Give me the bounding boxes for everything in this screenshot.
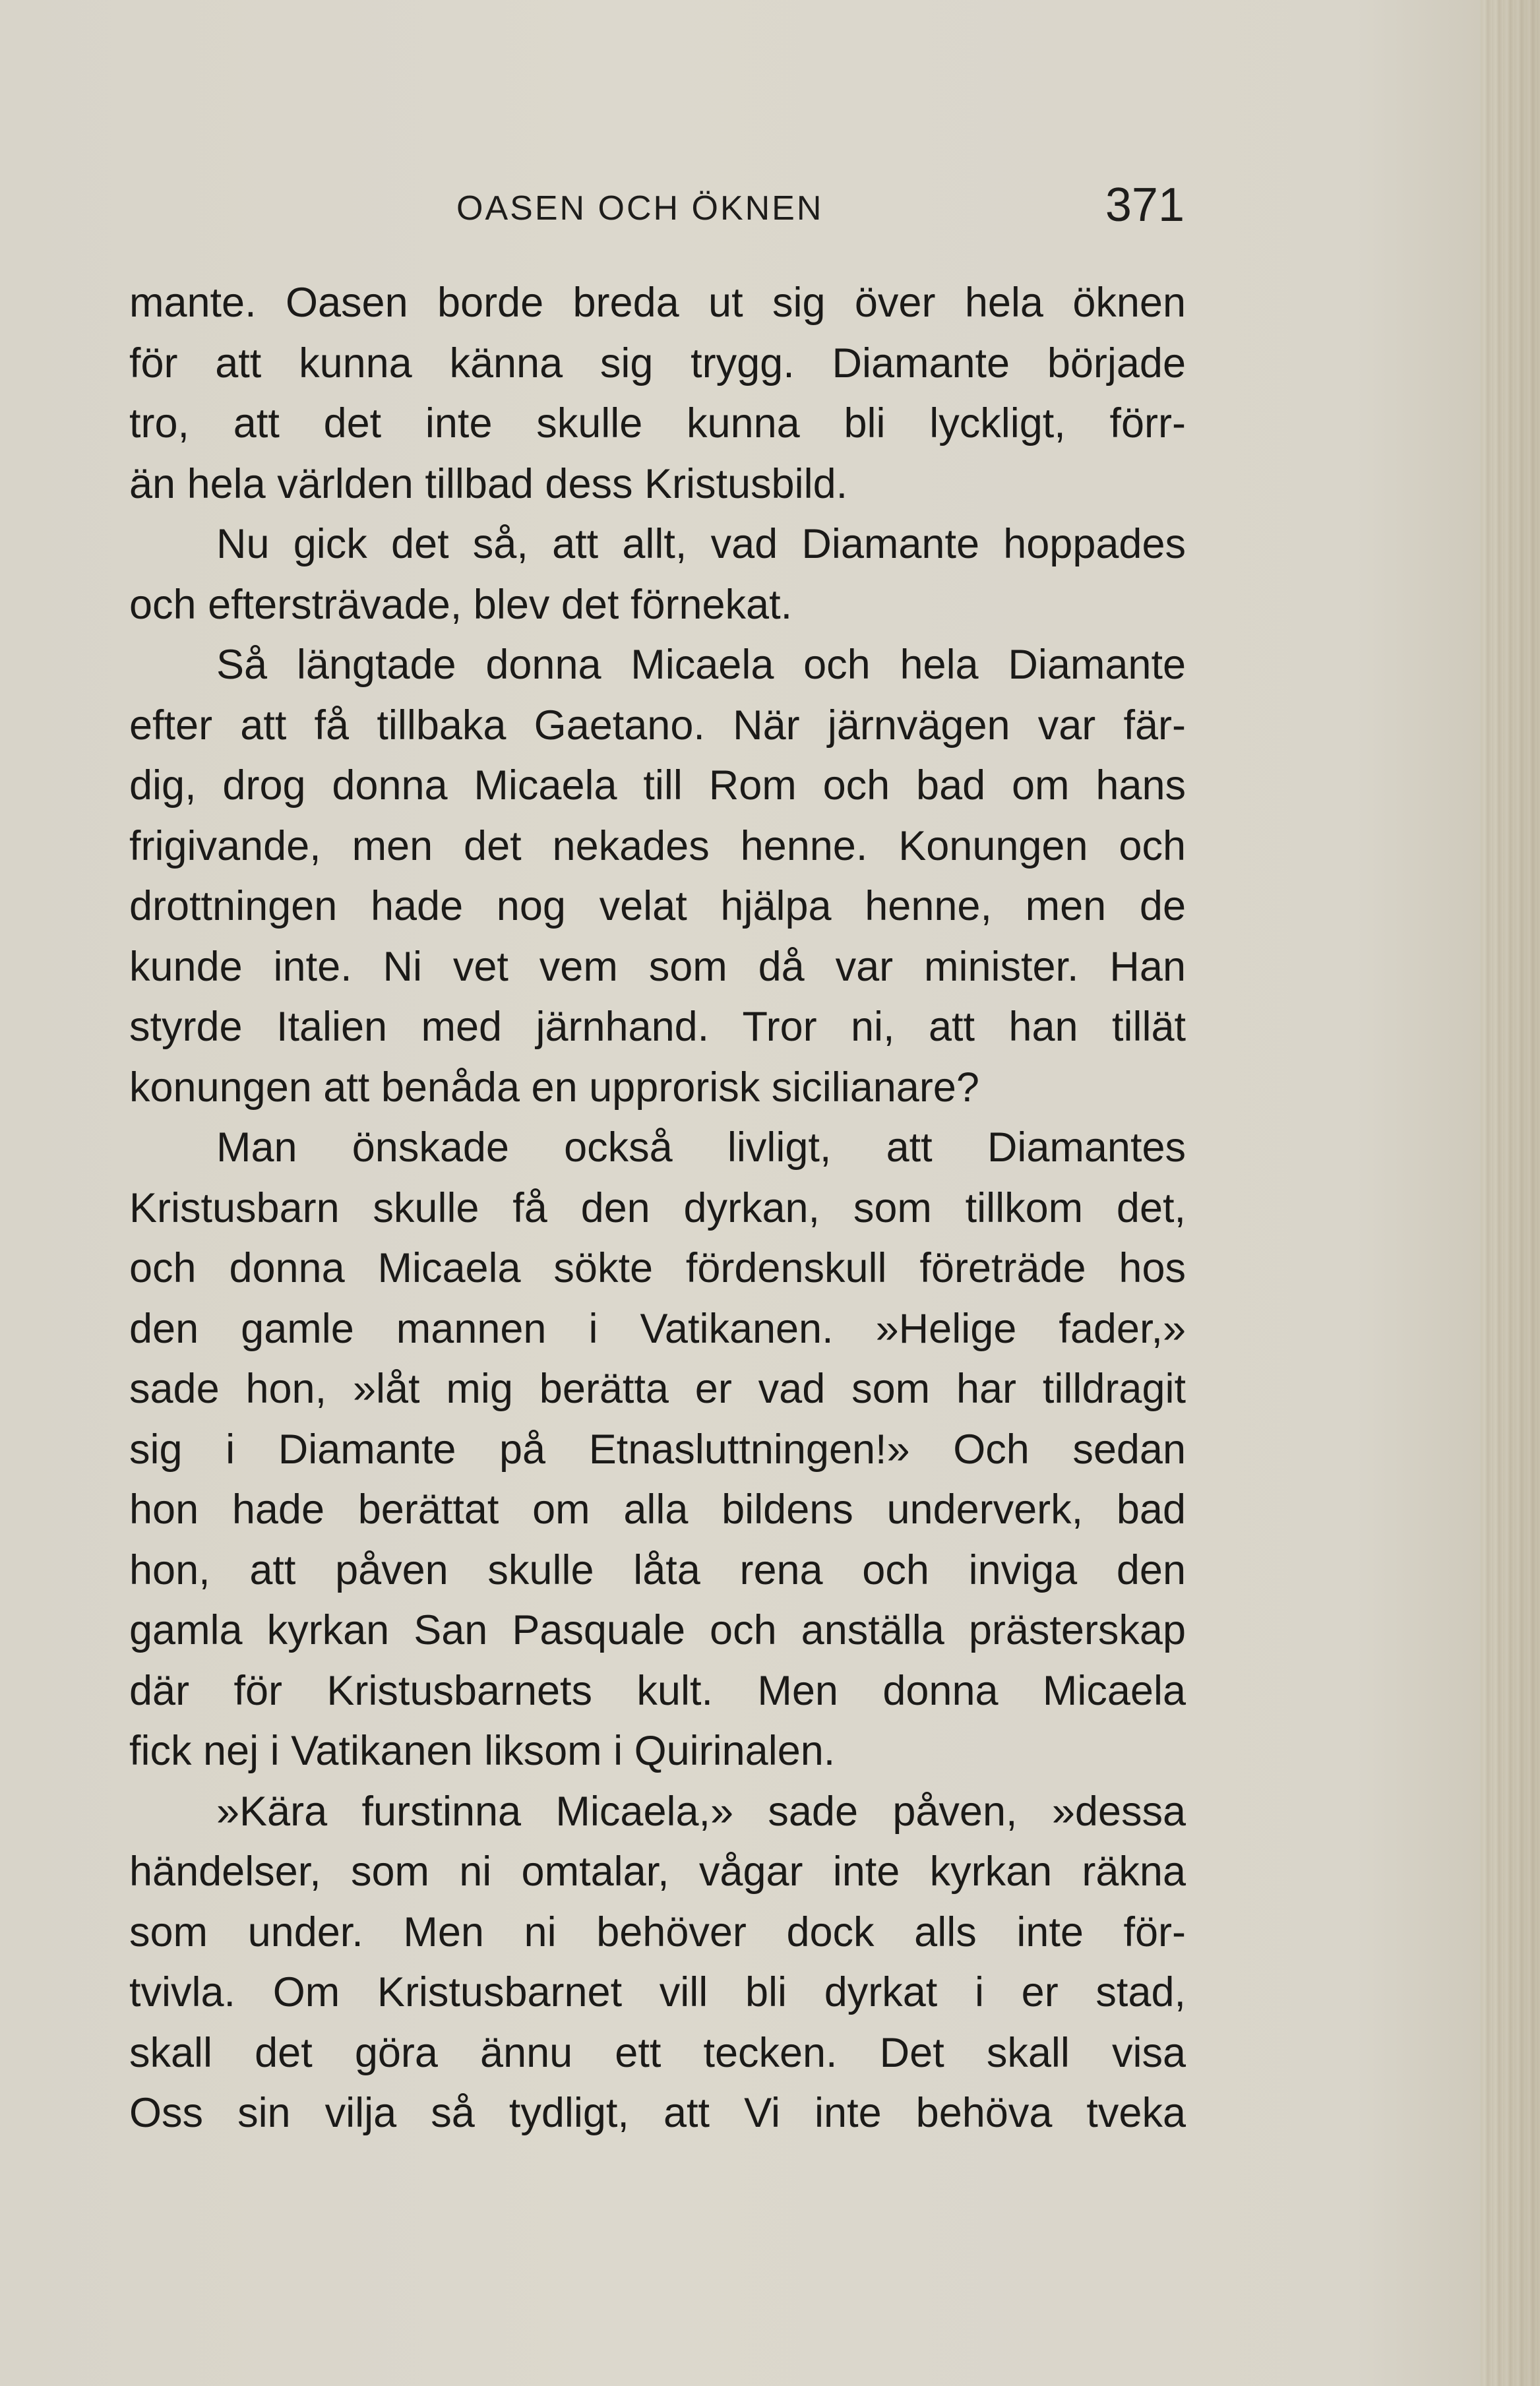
text-line: skall det göra ännu ett tecken. Det skall visa <box>129 2029 1186 2076</box>
text-line: gamla kyrkan San Pasquale och anställa prästerskap <box>129 1607 1186 1653</box>
page-number: 371 <box>1105 179 1185 231</box>
text-line: drottningen hade nog velat hjälpa henne, men de <box>129 883 1186 929</box>
text-line: där för Kristusbarnets kult. Men donna Micaela <box>129 1667 1186 1714</box>
text-line: den gamle mannen i Vatikanen. »Helige fader,» <box>129 1305 1186 1352</box>
text-line: efter att få tillbaka Gaetano. När järnvägen var fär- <box>129 702 1186 749</box>
page-edge-shadow <box>1481 0 1540 2386</box>
text-line: än hela världen tillbad dess Kristusbild. <box>129 460 848 507</box>
text-line: hon, att påven skulle låta rena och inviga den <box>129 1546 1186 1593</box>
text-line: för att kunna känna sig trygg. Diamante började <box>129 340 1186 386</box>
text-line: hon hade berättat om alla bildens underverk, bad <box>129 1486 1186 1533</box>
text-line: konungen att benåda en upprorisk sicilianare? <box>129 1064 979 1111</box>
body-text <box>129 273 1186 2144</box>
text-line: Oss sin vilja så tydligt, att Vi inte behöva tveka <box>129 2090 1186 2136</box>
chapter-title: OASEN OCH ÖKNEN <box>456 189 824 228</box>
text-line: mante. Oasen borde breda ut sig över hela öknen <box>129 280 1186 326</box>
text-line: »Kära furstinna Micaela,» sade påven, »dessa <box>216 1788 1186 1835</box>
text-line: dig, drog donna Micaela till Rom och bad om hans <box>129 762 1186 809</box>
text-line: Man önskade också livligt, att Diamantes <box>216 1124 1186 1171</box>
text-line: fick nej i Vatikanen liksom i Quirinalen. <box>129 1728 836 1774</box>
text-line: händelser, som ni omtalar, vågar inte kyrkan räkna <box>129 1849 1186 1895</box>
text-line: som under. Men ni behöver dock alls inte för- <box>129 1909 1186 1955</box>
text-line: tvivla. Om Kristusbarnet vill bli dyrkat i er stad, <box>129 1969 1186 2015</box>
text-line: Så längtade donna Micaela och hela Diamante <box>216 642 1186 688</box>
running-head <box>129 173 1185 245</box>
text-line: Nu gick det så, att allt, vad Diamante hoppades <box>216 521 1186 567</box>
text-line: Kristusbarn skulle få den dyrkan, som tillkom det, <box>129 1184 1186 1231</box>
text-line: och eftersträvade, blev det förnekat. <box>129 581 793 628</box>
text-line: sig i Diamante på Etnasluttningen!» Och sedan <box>129 1426 1186 1473</box>
text-line: styrde Italien med järnhand. Tror ni, att han tillät <box>129 1004 1186 1050</box>
text-line: sade hon, »låt mig berätta er vad som har tilldragit <box>129 1366 1186 1412</box>
text-line: och donna Micaela sökte fördenskull företräde hos <box>129 1245 1186 1291</box>
text-line: tro, att det inte skulle kunna bli lyckligt, förr- <box>129 400 1186 446</box>
text-line: frigivande, men det nekades henne. Konungen och <box>129 822 1186 869</box>
text-line: kunde inte. Ni vet vem som då var minister. Han <box>129 943 1186 990</box>
